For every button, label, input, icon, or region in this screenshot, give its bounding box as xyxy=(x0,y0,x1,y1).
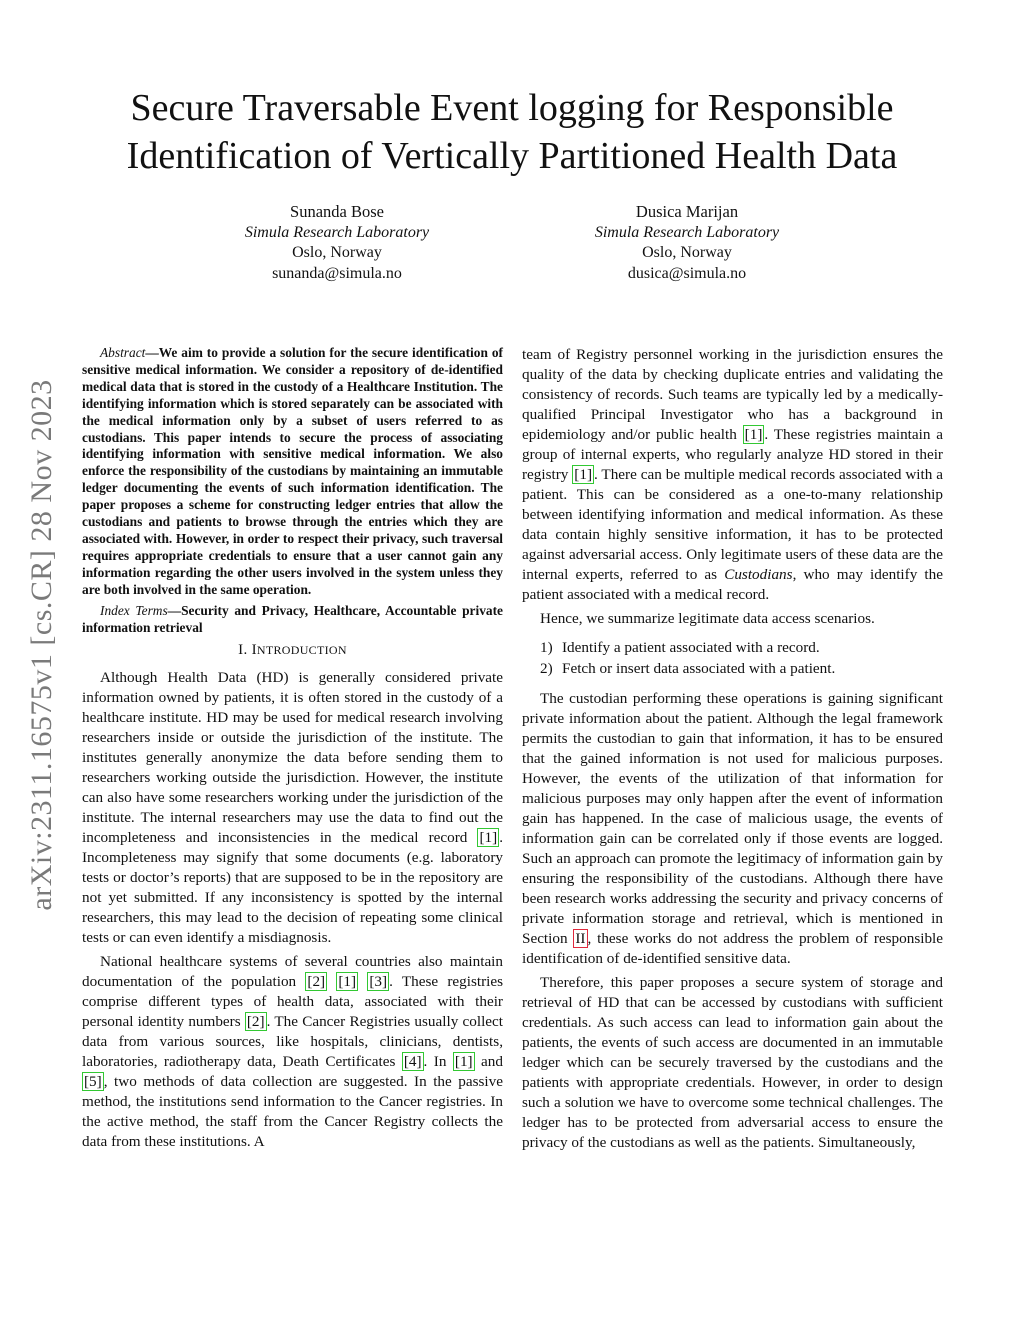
author-email: dusica@simula.no xyxy=(627,264,747,282)
intro-paragraph-scenarios: Hence, we summarize legitimate data access scenarios. xyxy=(540,610,875,627)
author-email: sunanda@simula.no xyxy=(272,264,402,282)
intro-paragraph-custodian: The custodian performing these operations is gaining significant private information about the patient. Although the legal framework permits the custodian to gain that information, it has to be ensured that the gained information is not used for malicious purposes. However, the events of the utilization of that information for malicious purposes may only happen after the event of information gain has happened. In the case of malicious usage, the events of information gain can be correlated only if those events are logged. Such an approach can promote the legitimacy of information gain by ensuring the responsibility of the custodians. Although there have been research works addressing the security and privacy concerns of private information storage and retrieval, which is mentioned in Section II , these works do not address the problem of responsible identification of de-identified sensitive data. xyxy=(522,690,944,967)
section-reference-link[interactable]: II xyxy=(575,930,586,947)
index-terms-text: Security and Privacy, Healthcare, Accountable private information retrieval xyxy=(82,602,503,635)
index-terms: Index Terms—Security and Privacy, Healthcare, Accountable private information retrieval xyxy=(82,602,503,635)
author-location: Oslo, Norway xyxy=(292,244,382,261)
author-name: Sunanda Bose xyxy=(290,202,384,221)
citation-link[interactable]: [4] xyxy=(403,1053,422,1071)
section-numeral: I. xyxy=(238,642,248,659)
abstract: Abstract—We aim to provide a solution for the secure identification of sensitive medical information. We consider a repository of de-identified medical data that is stored in the custody of a Healthcare Institution. The identifying information which is stored separately can be associated with the medical information only by a subset of users referred to as custodians. This paper intends to secure the process of associating identifying information with sensitive medical information. We also enforce the responsibility of the custodians by maintaining an immutable ledger documenting the events of such information identification. The paper proposes a scheme for constructing ledger entries that allow the custodians and patients to browse through the entries which they are associated with. However, in order to respect their privacy, such traversal requires appropriate credentials to ensure that a user cannot gain any information regarding the other users involved in the system unless they are both involved in the same operation. xyxy=(82,345,503,597)
author-affiliation: Simula Research Laboratory xyxy=(244,223,430,241)
author-block xyxy=(207,202,467,284)
citation-link[interactable]: [2] xyxy=(246,1013,265,1031)
author-block xyxy=(557,202,817,284)
citation-link[interactable]: [1] xyxy=(454,1053,473,1071)
intro-paragraph-1: Although Health Data (HD) is generally considered private information owned by patients, it is often stored in the custody of a healthcare institute. HD may be used for medical research involving researchers inside or outside the jurisdiction of the institute. The institutes generally anonymize the data before sending them to researchers working outside the jurisdiction. However, the institute can also have some researchers working under the jurisdiction of the institute. The internal researchers may use the data to find out the incompleteness and inconsistencies in the medical record [1] . Incompleteness may signify that some documents (e.g. laboratory tests or doctor’s reports) that are supposed to be in the repository are not yet submitted. If any inconsistency is spotted by the internal researchers, this may lead to the decision of repeating some clinical tests or can even identify a misdiagnosis. xyxy=(82,669,503,947)
list-item: 2) Fetch or insert data associated with a patient. xyxy=(540,660,836,677)
access-scenarios-list xyxy=(540,637,943,679)
intro-paragraph-continued: team of Registry personnel working in the jurisdiction ensures the quality of the data by checking duplicate entries and validating the consistency of records. Such teams are typically led by a medically-qualified Principal Investigator who has a background in epidemiology and/or public health [1] . These registries maintain a group of internal experts, who regularly analyze HD stored in their registry [1] . There can be multiple medical records associated with a patient. This can be considered as a one-to-many relationship between identifying information and medical information. As these data contain highly sensitive information, it has to be protected against adversarial access. Only legitimate users of these data are the internal experts, referred to as Custodians, who may identify the patient associated with a medical record. xyxy=(522,346,944,603)
citation-link[interactable]: [3] xyxy=(369,973,388,991)
abstract-label: Abstract xyxy=(100,345,146,360)
citation-link[interactable]: [1] xyxy=(338,973,357,991)
citation-link[interactable]: [2] xyxy=(307,973,326,991)
intro-paragraph-proposal: Therefore, this paper proposes a secure system of storage and retrieval of HD that can be accessed by custodians with sufficient credentials. As such access can lead to information gain about the patients, the events of such access are documented in an immutable ledger which can be securely traversed by the custodians and the patients with appropriate credentials. However, in order to design such a solution we have to overcome some technical challenges. The ledger has to be protected from adversarial access to ensure the privacy of the custodians as well as the patients. Simultaneously, xyxy=(522,974,943,1151)
list-item: 1) Identify a patient associated with a record. xyxy=(540,639,820,656)
right-column xyxy=(522,345,943,1157)
author-location: Oslo, Norway xyxy=(642,244,732,261)
citation-link[interactable]: [1] xyxy=(479,829,498,847)
intro-paragraph-2: National healthcare systems of several countries also maintain documentation of the population [2] [1] [3] . These registries comprise different types of health data, associated with their personal identity numbers [2] . The Cancer Registries usually collect data from various sources, like hospitals, clinicians, dentists, laboratories, radiotherapy data, Death Certificates [4] . In [1] and [5] , two methods of data collection are suggested. In the passive method, the institutions send information to the Cancer registries. In the active method, the staff from the Cancer Registry collects the data from these institutions. A xyxy=(82,953,504,1151)
section-heading-introduction xyxy=(82,640,503,660)
section-rest: NTRODUCTION xyxy=(256,643,347,658)
left-column xyxy=(82,345,503,1156)
abstract-text: We aim to provide a solution for the secure identification of sensitive medical information. We consider a repository of de-identified medical data that is stored in the custody of a Healthcare Institution. The identifying information which is stored separately can be associated with the medical information only by a subset of users referred to as custodians. This paper intends to secure the process of associating identifying information with sensitive medical information. We also enforce the responsibility of the custodians by maintaining an immutable ledger documenting the events of such information identification. The paper proposes a scheme for constructing ledger entries that allow the custodians and patients to browse through the entries which they are associated with. However, in order to respect their privacy, such traversal requires appropriate credentials to ensure that a user cannot gain any information regarding the other users involved in the system unless they are both involved in the same operation. xyxy=(82,345,503,597)
citation-link[interactable]: [5] xyxy=(84,1073,102,1091)
author-name: Dusica Marijan xyxy=(635,202,739,221)
index-terms-label: Index Terms xyxy=(100,602,168,618)
citation-link[interactable]: [1] xyxy=(574,466,593,483)
section-first-letter: I xyxy=(251,642,257,659)
author-affiliation: Simula Research Laboratory xyxy=(594,223,780,241)
arxiv-identifier: arXiv:2311.16575v1 [cs.CR] 28 Nov 2023 xyxy=(25,379,58,911)
arxiv-sidebar xyxy=(20,350,64,940)
paper-title: Secure Traversable Event logging for Responsible Identification of Vertically Partitioned Health Data xyxy=(126,87,898,177)
citation-link[interactable]: [1] xyxy=(744,426,763,443)
